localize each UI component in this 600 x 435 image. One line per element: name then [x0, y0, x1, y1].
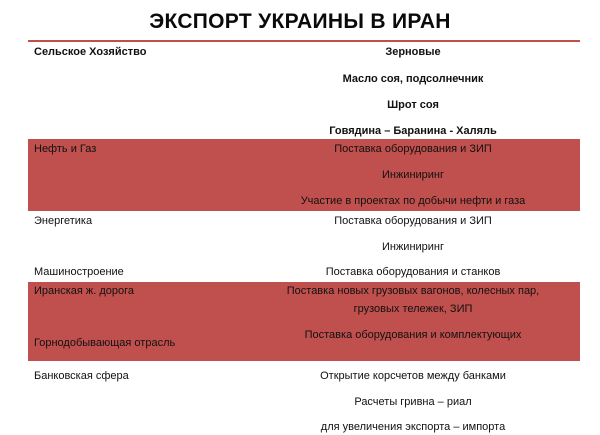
export-item: Открытие корсчетов между банками	[320, 370, 506, 382]
export-item: Участие в проектах по добычи нефти и газа	[300, 195, 526, 207]
export-item: Поставка оборудования и станков	[325, 266, 501, 278]
page-title: ЭКСПОРТ УКРАИНЫ В ИРАН	[149, 10, 451, 33]
sector-iranian-railway: Иранская ж. дорога	[34, 285, 135, 297]
export-item: Говядина – Баранина - Халяль	[329, 125, 497, 137]
export-item: грузовых тележек, ЗИП	[353, 303, 473, 315]
sector-banking: Банковская сфера	[34, 370, 129, 382]
export-item: Поставка оборудования и ЗИП	[334, 143, 492, 155]
sector-mining: Горнодобывающая отрасль	[34, 337, 176, 349]
row-divider	[28, 211, 580, 212]
export-item: для увеличения экспорта – импорта	[320, 421, 506, 433]
export-item: Инжиниринг	[381, 169, 445, 181]
row-divider	[28, 361, 580, 362]
export-item: Масло соя, подсолнечник	[342, 73, 484, 85]
export-item: Инжиниринг	[381, 241, 445, 253]
export-item: Поставка оборудования и ЗИП	[334, 215, 492, 227]
sector-oil-gas: Нефть и Газ	[34, 143, 97, 155]
export-item: Шрот соя	[387, 99, 439, 111]
sector-agriculture: Сельское Хозяйство	[34, 46, 147, 58]
export-item: Зерновые	[385, 46, 441, 58]
row-divider	[28, 281, 580, 282]
sector-machine-building: Машиностроение	[34, 266, 124, 278]
sector-energy: Энергетика	[34, 215, 93, 227]
export-item: Поставка новых грузовых вагонов, колесных пар,	[286, 285, 540, 297]
export-item: Расчеты гривна – риал	[354, 396, 472, 408]
export-item: Поставка оборудования и комплектующих	[304, 329, 522, 341]
title-underline	[28, 40, 580, 42]
